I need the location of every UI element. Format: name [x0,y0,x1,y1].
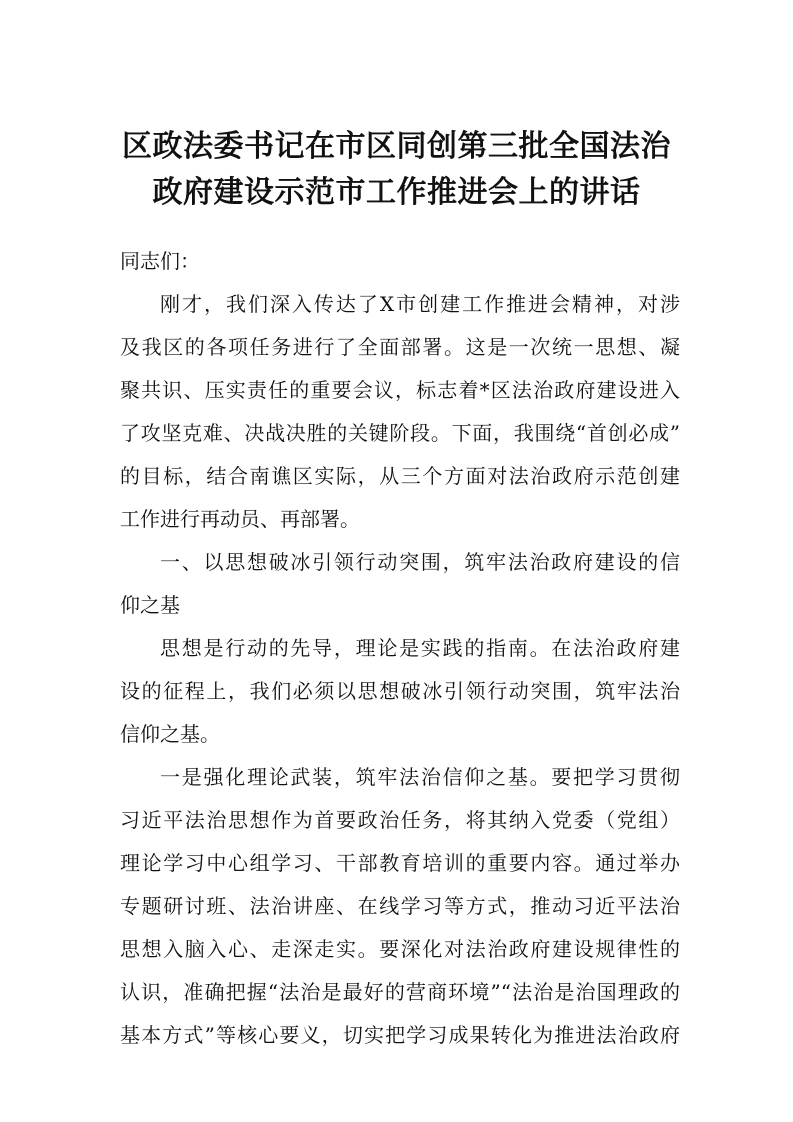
section-heading-line: 仰之基 [120,593,180,617]
body-line: 聚共识、压实责任的重要会议，标志着*区法治政府建设进入 [120,378,680,402]
document-title-line-2: 政府建设示范市工作推进会上的讲话 [152,175,641,210]
body-line: 刚才，我们深入传达了X市创建工作推进会精神，对涉 [160,292,680,316]
body-line: 一是强化理论武装，筑牢法治信仰之基。要把学习贯彻 [160,765,680,789]
body-line: 工作进行再动员、再部署。 [120,507,360,531]
body-line: 了攻坚克难、决战决胜的关键阶段。下面，我围绕“首创必成” [120,421,680,445]
body-line: 及我区的各项任务进行了全面部署。这是一次统一思想、凝 [120,335,680,359]
body-line: 思想入脑入心、走深走实。要深化对法治政府建设规律性的 [120,937,680,961]
body-line: 的目标，结合南谯区实际，从三个方面对法治政府示范创建 [120,464,680,488]
body-line: 专题研讨班、法治讲座、在线学习等方式，推动习近平法治 [120,894,680,918]
body-line: 设的征程上，我们必须以思想破冰引领行动突围，筑牢法治 [120,679,680,703]
salutation: 同志们： [120,249,200,273]
section-heading-line: 一、以思想破冰引领行动突围，筑牢法治政府建设的信 [160,550,680,574]
body-line: 基本方式”等核心要义，切实把学习成果转化为推进法治政府 [120,1023,680,1047]
body-line: 理论学习中心组学习、干部教育培训的重要内容。通过举办 [120,851,680,875]
body-line: 思想是行动的先导，理论是实践的指南。在法治政府建 [160,636,680,660]
body-line: 习近平法治思想作为首要政治任务，将其纳入党委（党组） [120,808,680,832]
document-title-line-1: 区政法委书记在市区同创第三批全国法治 [122,129,671,164]
body-line: 信仰之基。 [120,722,220,746]
body-line: 认识，准确把握“法治是最好的营商环境”“法治是治国理政的 [120,980,680,1004]
